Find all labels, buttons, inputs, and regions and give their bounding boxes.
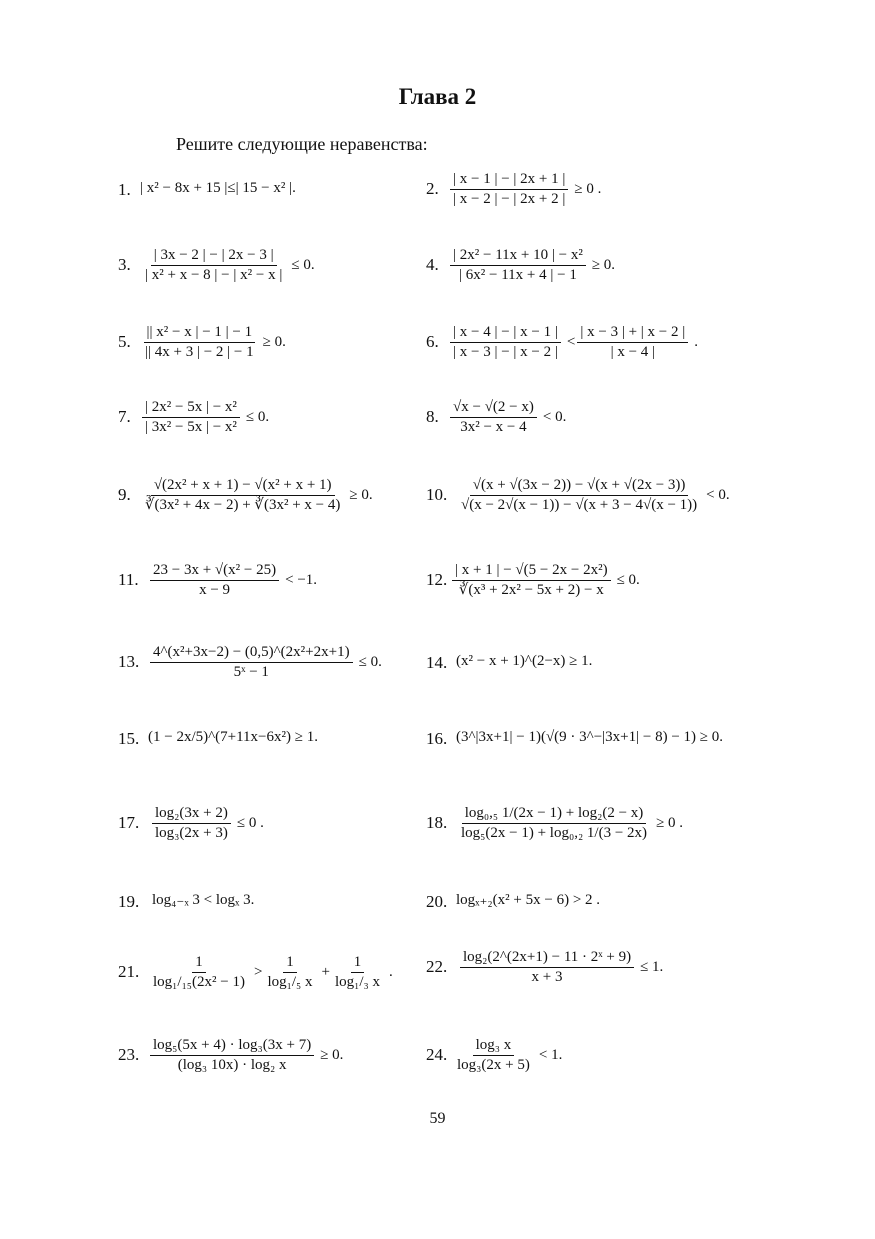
relation: < 0. bbox=[542, 409, 567, 425]
fraction bbox=[142, 248, 285, 283]
denominator: | x − 2 | − | 2x + 2 | bbox=[453, 191, 566, 207]
numerator: log₃ x bbox=[473, 1038, 515, 1056]
problem-expression: (1 − 2x/5)^(7+11x−6x²) ≥ 1. bbox=[148, 729, 318, 745]
relation: ≥ 0. bbox=[591, 257, 616, 273]
numerator: 4^(x²+3x−2) − (0,5)^(2x²+2x+1) bbox=[150, 645, 353, 663]
denominator: √(x − 2√(x − 1)) − √(x + 3 − 4√(x − 1)) bbox=[461, 497, 698, 513]
fraction bbox=[577, 325, 688, 360]
fraction bbox=[150, 955, 248, 990]
fraction bbox=[264, 955, 315, 990]
problem-number: 21. bbox=[118, 962, 140, 981]
denominator: | x − 4 | bbox=[610, 344, 656, 360]
numerator: 1 bbox=[192, 955, 206, 973]
numerator: log₂(2^(2x+1) − 11 · 2ˣ + 9) bbox=[460, 950, 634, 968]
denominator: (log₃ 10x) · log₂ x bbox=[177, 1057, 287, 1073]
relation: + bbox=[321, 964, 330, 980]
problem-expression: (x² − x + 1)^(2−x) ≥ 1. bbox=[456, 653, 593, 669]
denominator: | 6x² − 11x + 4 | − 1 bbox=[459, 267, 577, 283]
relation: > bbox=[253, 964, 263, 980]
relation: ≤ 0. bbox=[245, 409, 270, 425]
fraction bbox=[150, 1038, 314, 1073]
numerator: || x² − x | − 1 | − 1 bbox=[144, 325, 256, 343]
relation: . bbox=[694, 334, 698, 350]
fraction bbox=[142, 478, 343, 513]
numerator: log₀,₅ 1/(2x − 1) + log₂(2 − x) bbox=[462, 806, 647, 824]
problem-number: 3. bbox=[118, 255, 131, 274]
fraction bbox=[450, 400, 537, 435]
problem-number: 5. bbox=[118, 332, 131, 351]
numerator: √x − √(2 − x) bbox=[450, 400, 537, 418]
fraction bbox=[454, 1038, 533, 1073]
fraction bbox=[152, 806, 231, 841]
denominator: 3x² − x − 4 bbox=[460, 419, 527, 435]
numerator: | x − 3 | + | x − 2 | bbox=[577, 325, 688, 343]
problem-number: 15. bbox=[118, 729, 140, 748]
problem-number: 4. bbox=[426, 255, 439, 274]
problem-number: 13. bbox=[118, 652, 140, 671]
relation: ≤ 0. bbox=[358, 654, 382, 670]
denominator: 5ˣ − 1 bbox=[233, 664, 269, 680]
fraction bbox=[142, 400, 240, 435]
numerator: log₅(5x + 4) · log₃(3x + 7) bbox=[150, 1038, 314, 1056]
numerator: log₂(3x + 2) bbox=[152, 806, 231, 824]
problem-number: 8. bbox=[426, 407, 439, 426]
relation: ≤ 0. bbox=[291, 257, 315, 273]
relation: ≥ 0. bbox=[320, 1047, 344, 1063]
numerator: 1 bbox=[283, 955, 297, 973]
denominator: x + 3 bbox=[531, 969, 563, 985]
problem-expression: | x² − 8x + 15 |≤| 15 − x² |. bbox=[140, 180, 296, 196]
denominator: log₁/₁₅(2x² − 1) bbox=[153, 974, 245, 990]
numerator: | 3x − 2 | − | 2x − 3 | bbox=[151, 248, 277, 266]
fraction bbox=[460, 950, 634, 985]
denominator: log₁/₅ x bbox=[267, 974, 313, 990]
denominator: log₃(2x + 3) bbox=[155, 825, 228, 841]
numerator: √(2x² + x + 1) − √(x² + x + 1) bbox=[151, 478, 335, 496]
denominator: ∛(3x² + 4x − 2) + ∛(3x² + x − 4) bbox=[145, 497, 341, 513]
problem-number: 12. bbox=[426, 570, 448, 589]
fraction bbox=[458, 806, 650, 841]
numerator: | x − 1 | − | 2x + 1 | bbox=[450, 172, 568, 190]
relation: ≥ 0 . bbox=[574, 181, 602, 197]
relation: < 0. bbox=[706, 487, 730, 503]
relation: < bbox=[566, 334, 576, 350]
problem-expression: log₄₋ₓ 3 < logₓ 3. bbox=[152, 892, 255, 908]
fraction bbox=[452, 563, 611, 598]
problem-number: 11. bbox=[118, 570, 139, 589]
relation: ≥ 0. bbox=[262, 334, 286, 350]
fraction bbox=[450, 172, 568, 207]
denominator: | x − 3 | − | x − 2 | bbox=[453, 344, 558, 360]
fraction bbox=[332, 955, 383, 990]
chapter-title: Глава 2 bbox=[398, 84, 477, 109]
problem-number: 10. bbox=[426, 485, 448, 504]
numerator: | x − 4 | − | x − 1 | bbox=[450, 325, 561, 343]
problem-number: 18. bbox=[426, 813, 448, 832]
numerator: | 2x² − 5x | − x² bbox=[142, 400, 240, 418]
problem-number: 23. bbox=[118, 1045, 140, 1064]
problem-number: 20. bbox=[426, 892, 448, 911]
problem-number: 24. bbox=[426, 1045, 448, 1064]
denominator: log₁/₃ x bbox=[334, 974, 381, 990]
fraction bbox=[450, 325, 561, 360]
relation: < 1. bbox=[538, 1047, 563, 1063]
fraction bbox=[450, 248, 586, 283]
relation: ≥ 0. bbox=[349, 487, 373, 503]
problem-number: 16. bbox=[426, 729, 448, 748]
denominator: || 4x + 3 | − 2 | − 1 bbox=[145, 344, 254, 360]
relation: < −1. bbox=[285, 572, 318, 588]
numerator: 23 − 3x + √(x² − 25) bbox=[150, 563, 279, 581]
fraction bbox=[458, 478, 700, 513]
problem-number: 1. bbox=[118, 180, 131, 199]
problem-expression: logₓ₊₂(x² + 5x − 6) > 2 . bbox=[456, 892, 601, 908]
relation: ≤ 0 . bbox=[236, 815, 264, 831]
relation: ≤ 0. bbox=[616, 572, 640, 588]
relation: ≥ 0 . bbox=[656, 815, 684, 831]
instruction-text: Решите следующие неравенства: bbox=[176, 134, 428, 154]
fraction bbox=[142, 325, 257, 360]
denominator: log₅(2x − 1) + log₀,₂ 1/(3 − 2x) bbox=[461, 825, 648, 841]
relation: ≤ 1. bbox=[640, 959, 664, 975]
denominator: x − 9 bbox=[199, 582, 231, 598]
numerator: | 2x² − 11x + 10 | − x² bbox=[450, 248, 586, 266]
problem-number: 14. bbox=[426, 653, 448, 672]
problem-number: 19. bbox=[118, 892, 140, 911]
fraction bbox=[150, 563, 279, 598]
problem-number: 9. bbox=[118, 485, 131, 504]
problem-number: 7. bbox=[118, 407, 131, 426]
problem-number: 22. bbox=[426, 957, 448, 976]
page-number: 59 bbox=[429, 1110, 446, 1127]
numerator: 1 bbox=[351, 955, 365, 973]
problem-expression: (3^|3x+1| − 1)(√(9 · 3^−|3x+1| − 8) − 1) ≥ 0. bbox=[456, 729, 724, 745]
denominator: | x² + x − 8 | − | x² − x | bbox=[145, 267, 283, 283]
denominator: ∛(x³ + 2x² − 5x + 2) − x bbox=[458, 582, 604, 598]
problem-number: 2. bbox=[426, 179, 439, 198]
problem-number: 6. bbox=[426, 332, 439, 351]
numerator: | x + 1 | − √(5 − 2x − 2x²) bbox=[452, 563, 611, 581]
relation: . bbox=[389, 964, 393, 980]
problem-number: 17. bbox=[118, 813, 140, 832]
denominator: | 3x² − 5x | − x² bbox=[145, 419, 237, 435]
numerator: √(x + √(3x − 2)) − √(x + √(2x − 3)) bbox=[470, 478, 689, 496]
denominator: log₃(2x + 5) bbox=[457, 1057, 530, 1073]
fraction bbox=[150, 645, 353, 680]
